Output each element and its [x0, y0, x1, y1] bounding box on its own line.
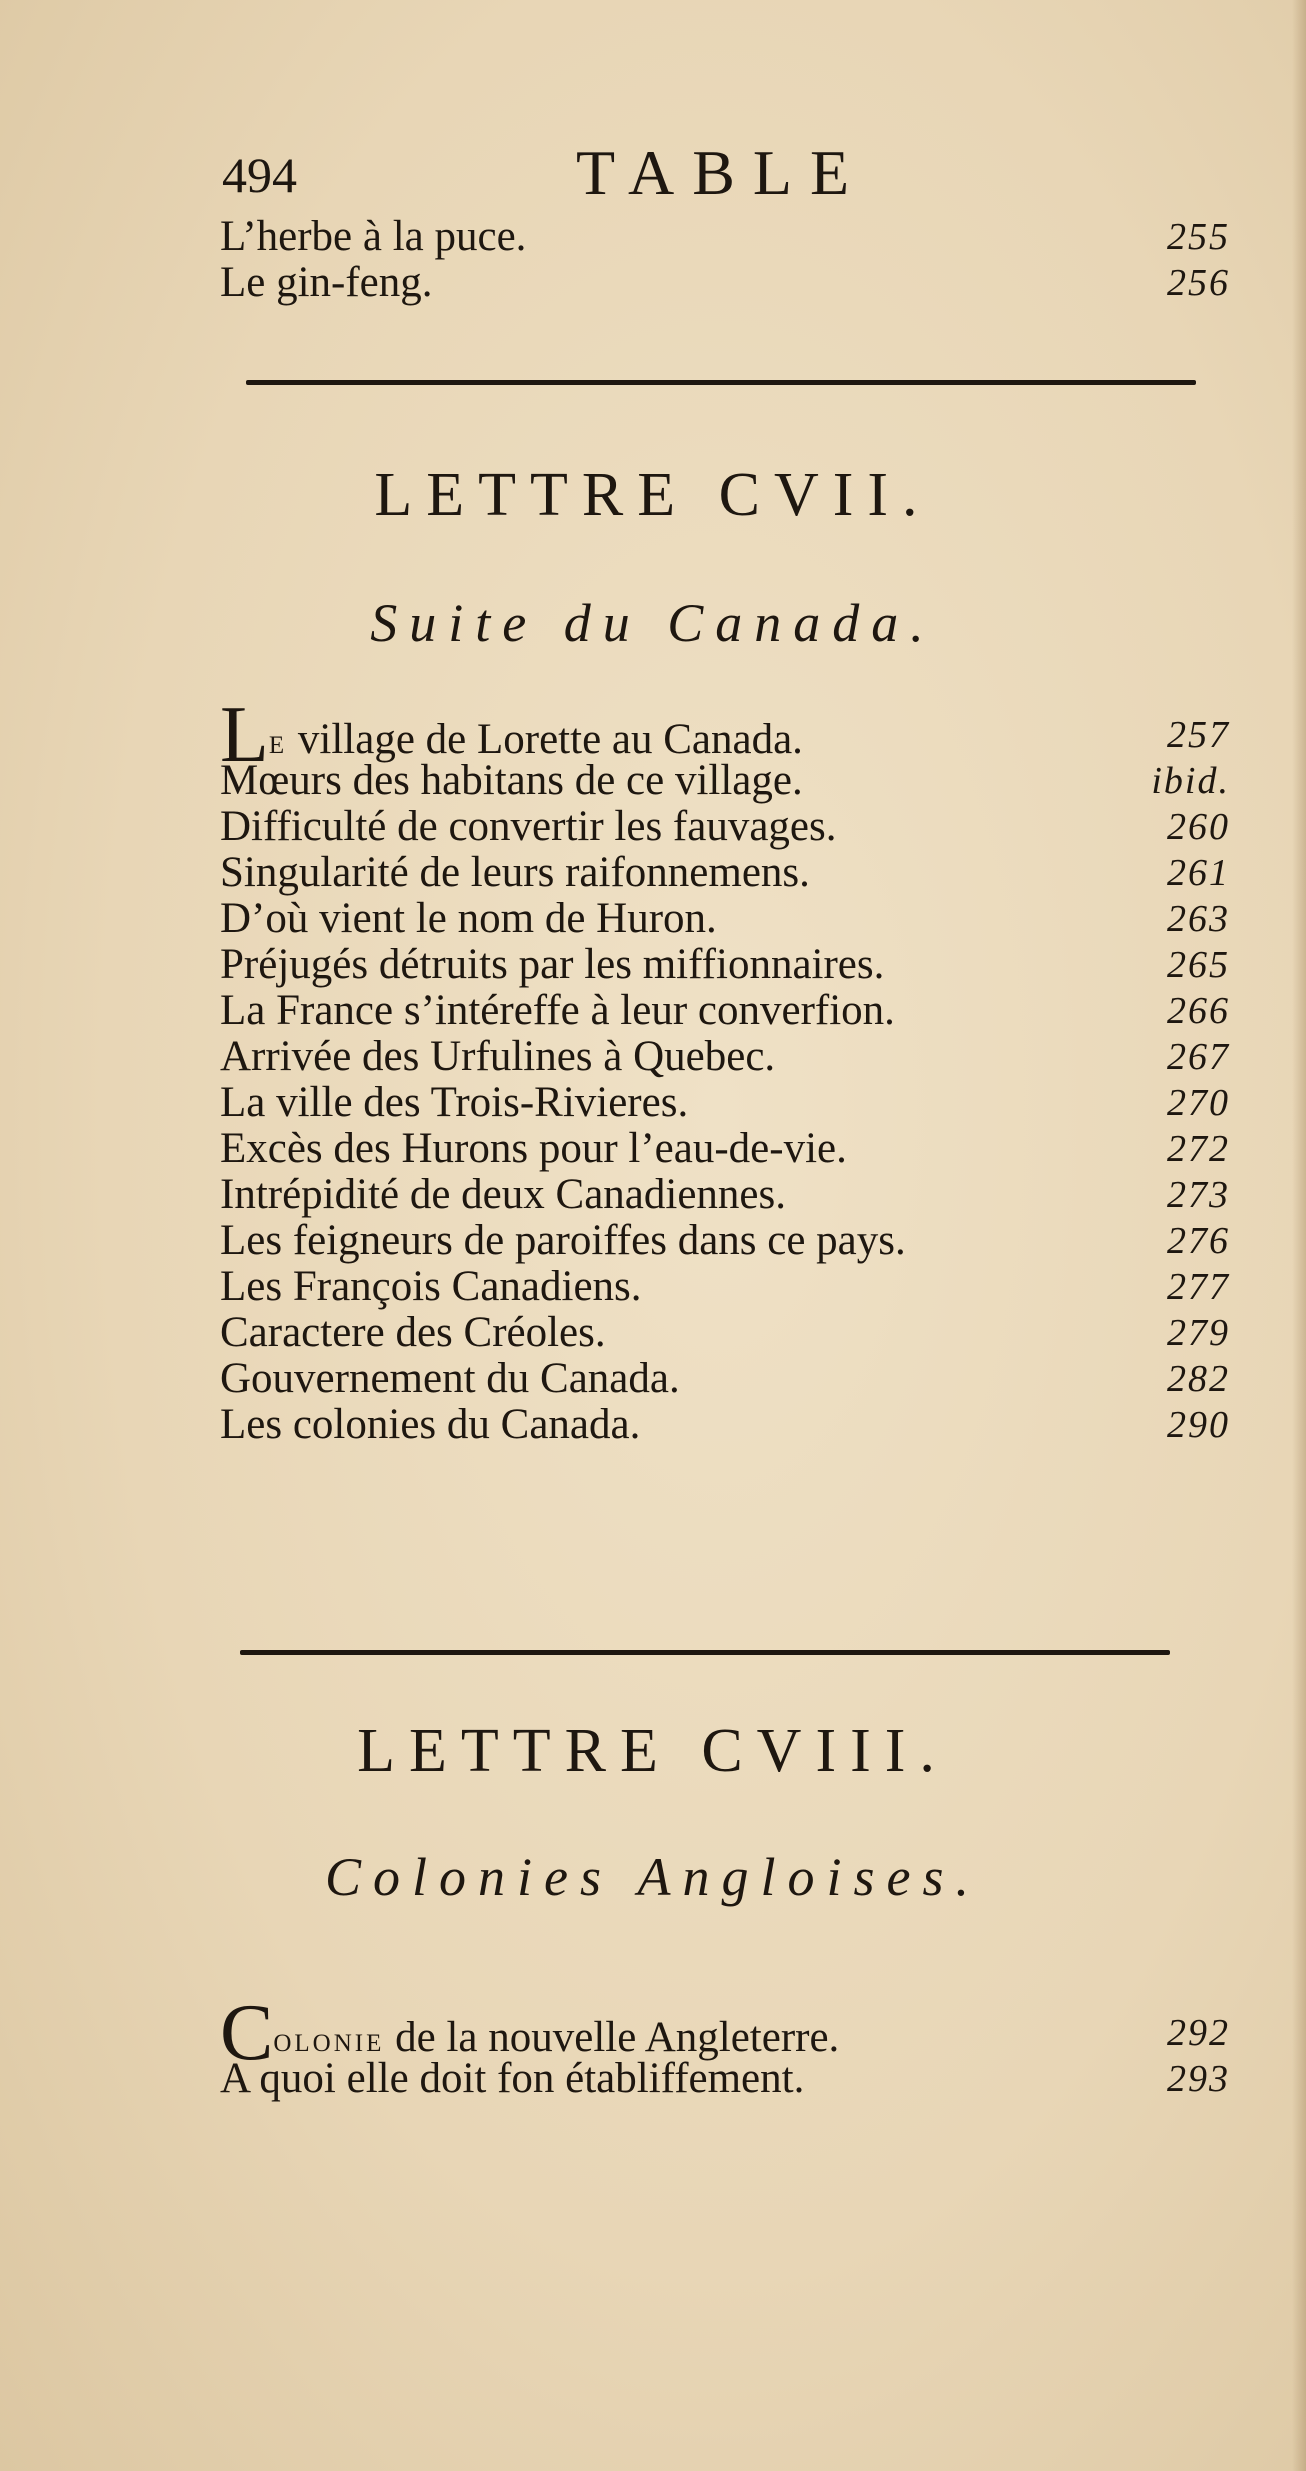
page-header	[218, 128, 1218, 208]
entry-page-ref: 290	[1167, 1404, 1230, 1446]
entry-text: Arrivée des Urfulines à Quebec.	[220, 1033, 776, 1080]
entry-text: L’herbe à la puce.	[220, 213, 527, 260]
running-title: TABLE	[576, 137, 868, 208]
entry-text: D’où vient le nom de Huron.	[220, 895, 717, 942]
list-item	[220, 1080, 1230, 1126]
entry-page-ref: 256	[1167, 262, 1230, 304]
entry-text: Les François Canadiens.	[220, 1263, 642, 1310]
subject-heading: Suite du Canada.	[370, 593, 936, 653]
list-item	[220, 1218, 1230, 1264]
entry-text: Excès des Hurons pour l’eau-de-vie.	[220, 1125, 847, 1172]
list-item	[220, 1402, 1230, 1448]
entry-page-ref: 263	[1167, 898, 1230, 940]
list-item	[220, 1989, 1230, 2077]
entry-page-ref: 273	[1167, 1174, 1230, 1216]
entry-text: Préjugés détruits par les miffionnaires.	[220, 941, 885, 988]
section1-entries-list	[220, 691, 1230, 1448]
list-item	[220, 260, 1230, 306]
entry-text: Les colonies du Canada.	[220, 1401, 641, 1448]
entry-page-ref: 260	[1167, 806, 1230, 848]
list-item	[220, 804, 1230, 850]
section-divider-rule	[246, 380, 1196, 385]
entry-text: Singularité de leurs raifonnemens.	[220, 849, 810, 896]
list-item	[220, 214, 1230, 260]
entry-smallcaps: olonie	[273, 2019, 385, 2059]
entry-page-ref: 293	[1167, 2058, 1230, 2100]
list-item	[220, 758, 1230, 804]
list-item	[220, 1034, 1230, 1080]
entry-page-ref: 279	[1167, 1312, 1230, 1354]
section2-entries-list	[220, 1989, 1230, 2102]
list-item	[220, 1126, 1230, 1172]
entry-text: La ville des Trois-Rivieres.	[220, 1079, 689, 1126]
entry-text: Difficulté de convertir les fauvages.	[220, 803, 837, 850]
page-edge-shadow	[1292, 0, 1306, 2471]
entry-smallcaps: e	[268, 721, 288, 761]
entry-page-ref: 276	[1167, 1220, 1230, 1262]
list-item	[220, 691, 1230, 779]
list-item	[220, 850, 1230, 896]
entry-page-ref: ibid.	[1151, 760, 1230, 802]
entry-text: Intrépidité de deux Canadiennes.	[220, 1171, 786, 1218]
entry-page-ref: 266	[1167, 990, 1230, 1032]
list-item	[220, 2056, 1230, 2102]
entry-text: Le gin-feng.	[220, 259, 433, 306]
entry-page-ref: 272	[1167, 1128, 1230, 1170]
page-number: 494	[222, 147, 297, 203]
letter-heading: LETTRE CVII.	[374, 461, 932, 529]
entry-page-ref: 261	[1167, 852, 1230, 894]
list-item	[220, 896, 1230, 942]
entry-rest: village de Lorette au Canada.	[287, 716, 803, 763]
letter-heading: LETTRE CVIII.	[357, 1717, 949, 1785]
top-entries-list	[220, 214, 1230, 306]
entry-page-ref: 265	[1167, 944, 1230, 986]
entry-text: Gouvernement du Canada.	[220, 1355, 680, 1402]
entry-text: La France s’intéreffe à leur converfion.	[220, 987, 895, 1034]
entry-text: Caractere des Créoles.	[220, 1309, 606, 1356]
drop-cap-initial: C	[220, 1989, 274, 2077]
list-item	[220, 1356, 1230, 1402]
section-divider-rule	[240, 1650, 1170, 1655]
entry-page-ref: 282	[1167, 1358, 1230, 1400]
list-item	[220, 1172, 1230, 1218]
entry-page-ref: 255	[1167, 216, 1230, 258]
entry-page-ref: 270	[1167, 1082, 1230, 1124]
entry-text: Mœurs des habitans de ce village.	[220, 757, 803, 804]
list-item	[220, 942, 1230, 988]
entry-text: A quoi elle doit fon établiffement.	[220, 2055, 805, 2102]
list-item	[220, 1310, 1230, 1356]
list-item	[220, 1264, 1230, 1310]
subject-heading: Colonies Angloises.	[324, 1847, 982, 1907]
drop-cap-initial: L	[220, 691, 269, 779]
entry-page-ref: 257	[1167, 714, 1230, 756]
list-item	[220, 988, 1230, 1034]
entry-text: Les feigneurs de paroiffes dans ce pays.	[220, 1217, 906, 1264]
entry-rest: de la nouvelle Angleterre.	[384, 2014, 840, 2061]
entry-page-ref: 277	[1167, 1266, 1230, 1308]
entry-page-ref: 267	[1167, 1036, 1230, 1078]
entry-page-ref: 292	[1167, 2012, 1230, 2054]
